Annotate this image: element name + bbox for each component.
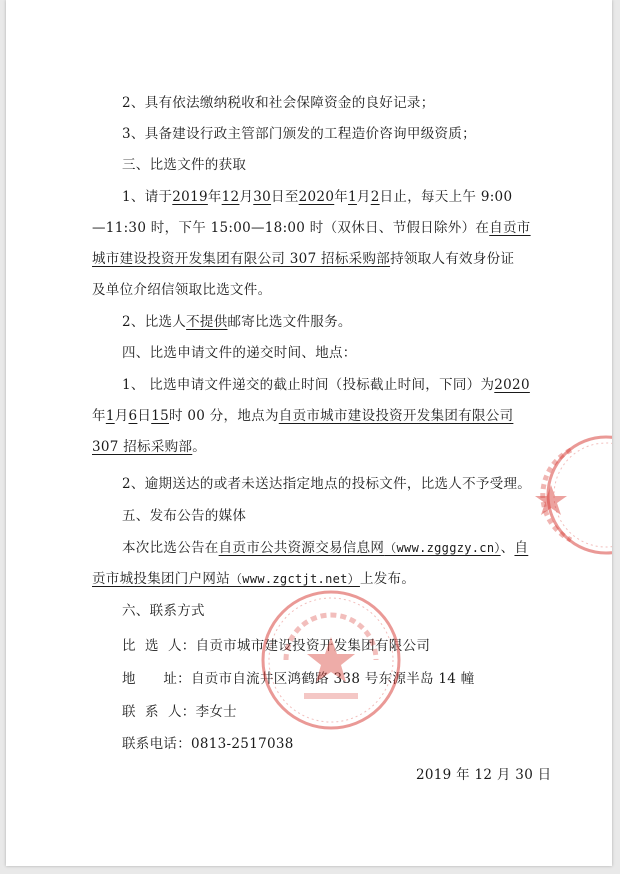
s3-item1-text6: 日止，每天上午 9:00 — [379, 189, 513, 205]
contact-bidder-label: 比 选 人： — [122, 638, 196, 654]
s3-item1-line3 — [92, 250, 514, 268]
s3-item1-prefix: 1、请于 — [122, 189, 173, 205]
s3-item1-year1: 2019 — [172, 189, 208, 205]
s3-item1-line4: 及单位介绍信领取比选文件。 — [92, 282, 272, 298]
s5-site2-b: 贡市城投集团门户网站 — [92, 571, 230, 587]
s5-sep: 、 — [500, 540, 515, 556]
s4-item1-year: 2020 — [494, 377, 530, 393]
s5-site2-a: 自 — [514, 540, 529, 556]
contact-phone — [122, 735, 294, 753]
partial-seal-icon — [511, 430, 612, 560]
s3-item1-line2-text: —11:30 时，下午 15:00—18:00 时（双休日、节假日除外）在 — [92, 220, 490, 236]
section-4-title: 四、比选申请文件的递交时间、地点： — [122, 345, 357, 361]
s4-item1-line3 — [92, 438, 206, 456]
contact-person-value: 李女士 — [195, 704, 237, 720]
contact-person — [122, 703, 237, 721]
s4-item1-line2 — [92, 407, 513, 425]
s5-site1: 自贡市公共资源交易信息网 — [218, 540, 385, 556]
s3-item1-month1: 12 — [221, 189, 240, 205]
section-3-title: 三、比选文件的获取 — [122, 157, 247, 173]
contact-bidder-value: 自贡市城市建设投资开发集团有限公司 — [195, 638, 431, 654]
s4-item1-place-a: 自贡市城市建设投资开发集团有限公司 — [278, 408, 514, 424]
contact-person-label: 联 系 人： — [122, 704, 196, 720]
s4-item2: 2、逾期送达的或者未送达指定地点的投标文件，比选人不予受理。 — [122, 476, 532, 492]
s3-item2-prefix: 2、比选人 — [122, 314, 187, 330]
s4-item1-mid: 时 00 分，地点为 — [169, 408, 279, 424]
s3-item1-month2: 1 — [348, 189, 357, 205]
s4-item1-day: 6 — [128, 408, 138, 424]
s5-url2: （www.zgctjt.net） — [230, 572, 360, 586]
qualification-item-3: 3、具备建设行政主管部门颁发的工程造价咨询甲级资质； — [122, 126, 476, 142]
s4-item1-line1 — [122, 376, 530, 394]
s5-prefix: 本次比选公告在 — [122, 540, 219, 556]
s3-item1-year2: 2020 — [298, 189, 335, 205]
contact-phone-label: 联系电话： — [122, 736, 191, 752]
contact-address-label: 地 址： — [122, 671, 191, 687]
document-date: 2019 年 12 月 30 日 — [416, 767, 552, 783]
s4-item1-text: 1、 比选申请文件递交的截止时间（投标截止时间，下同）为 — [122, 377, 495, 393]
s4-item1-month: 1 — [105, 408, 115, 424]
official-seal-icon — [256, 585, 406, 735]
section-5-title: 五、发布公告的媒体 — [122, 508, 247, 524]
s3-item1-text1: 年 — [207, 189, 222, 205]
s3-item1-text2: 月 — [239, 189, 254, 205]
s3-item1-place-a: 自贡市 — [489, 220, 531, 236]
s4-item1-hour: 15 — [151, 408, 169, 424]
s4-item1-end: 。 — [192, 439, 207, 455]
document-page — [6, 0, 612, 866]
qualification-item-2: 2、具有依法缴纳税收和社会保障资金的良好记录； — [122, 95, 435, 111]
s3-item2-underlined: 不提供 — [186, 314, 228, 330]
s4-item1-t-day: 日 — [137, 408, 152, 424]
s3-item2 — [122, 313, 352, 331]
s3-item1-day2: 2 — [370, 189, 380, 205]
s3-item1-text3: 日至 — [271, 189, 299, 205]
s3-item1-line2 — [92, 219, 531, 237]
section-6-title: 六、联系方式 — [122, 603, 205, 619]
s5-body-line1 — [122, 539, 528, 557]
s3-item1-text5: 月 — [356, 189, 371, 205]
contact-address-value: 自贡市自流井区鸿鹤路 338 号东源半岛 14 幢 — [190, 671, 475, 687]
s4-item1-t-year: 年 — [92, 408, 106, 424]
s3-item1-text4: 年 — [334, 189, 349, 205]
s5-url1: （www.zgggzy.cn） — [384, 541, 501, 555]
s3-item1-place-b: 城市建设投资开发集团有限公司 307 招标采购部 — [92, 251, 391, 267]
s3-item1-line1 — [122, 188, 512, 206]
s4-item1-t-month: 月 — [114, 408, 129, 424]
s5-end: 上发布。 — [359, 571, 416, 587]
s3-item2-rest: 邮寄比选文件服务。 — [227, 314, 352, 330]
s4-item1-place-b: 307 招标采购部 — [92, 439, 193, 455]
contact-phone-value: 0813-2517038 — [191, 736, 294, 752]
s3-item1-day1: 30 — [253, 189, 272, 205]
s3-item1-line3-rest: 持领取人有效身份证 — [390, 251, 515, 267]
